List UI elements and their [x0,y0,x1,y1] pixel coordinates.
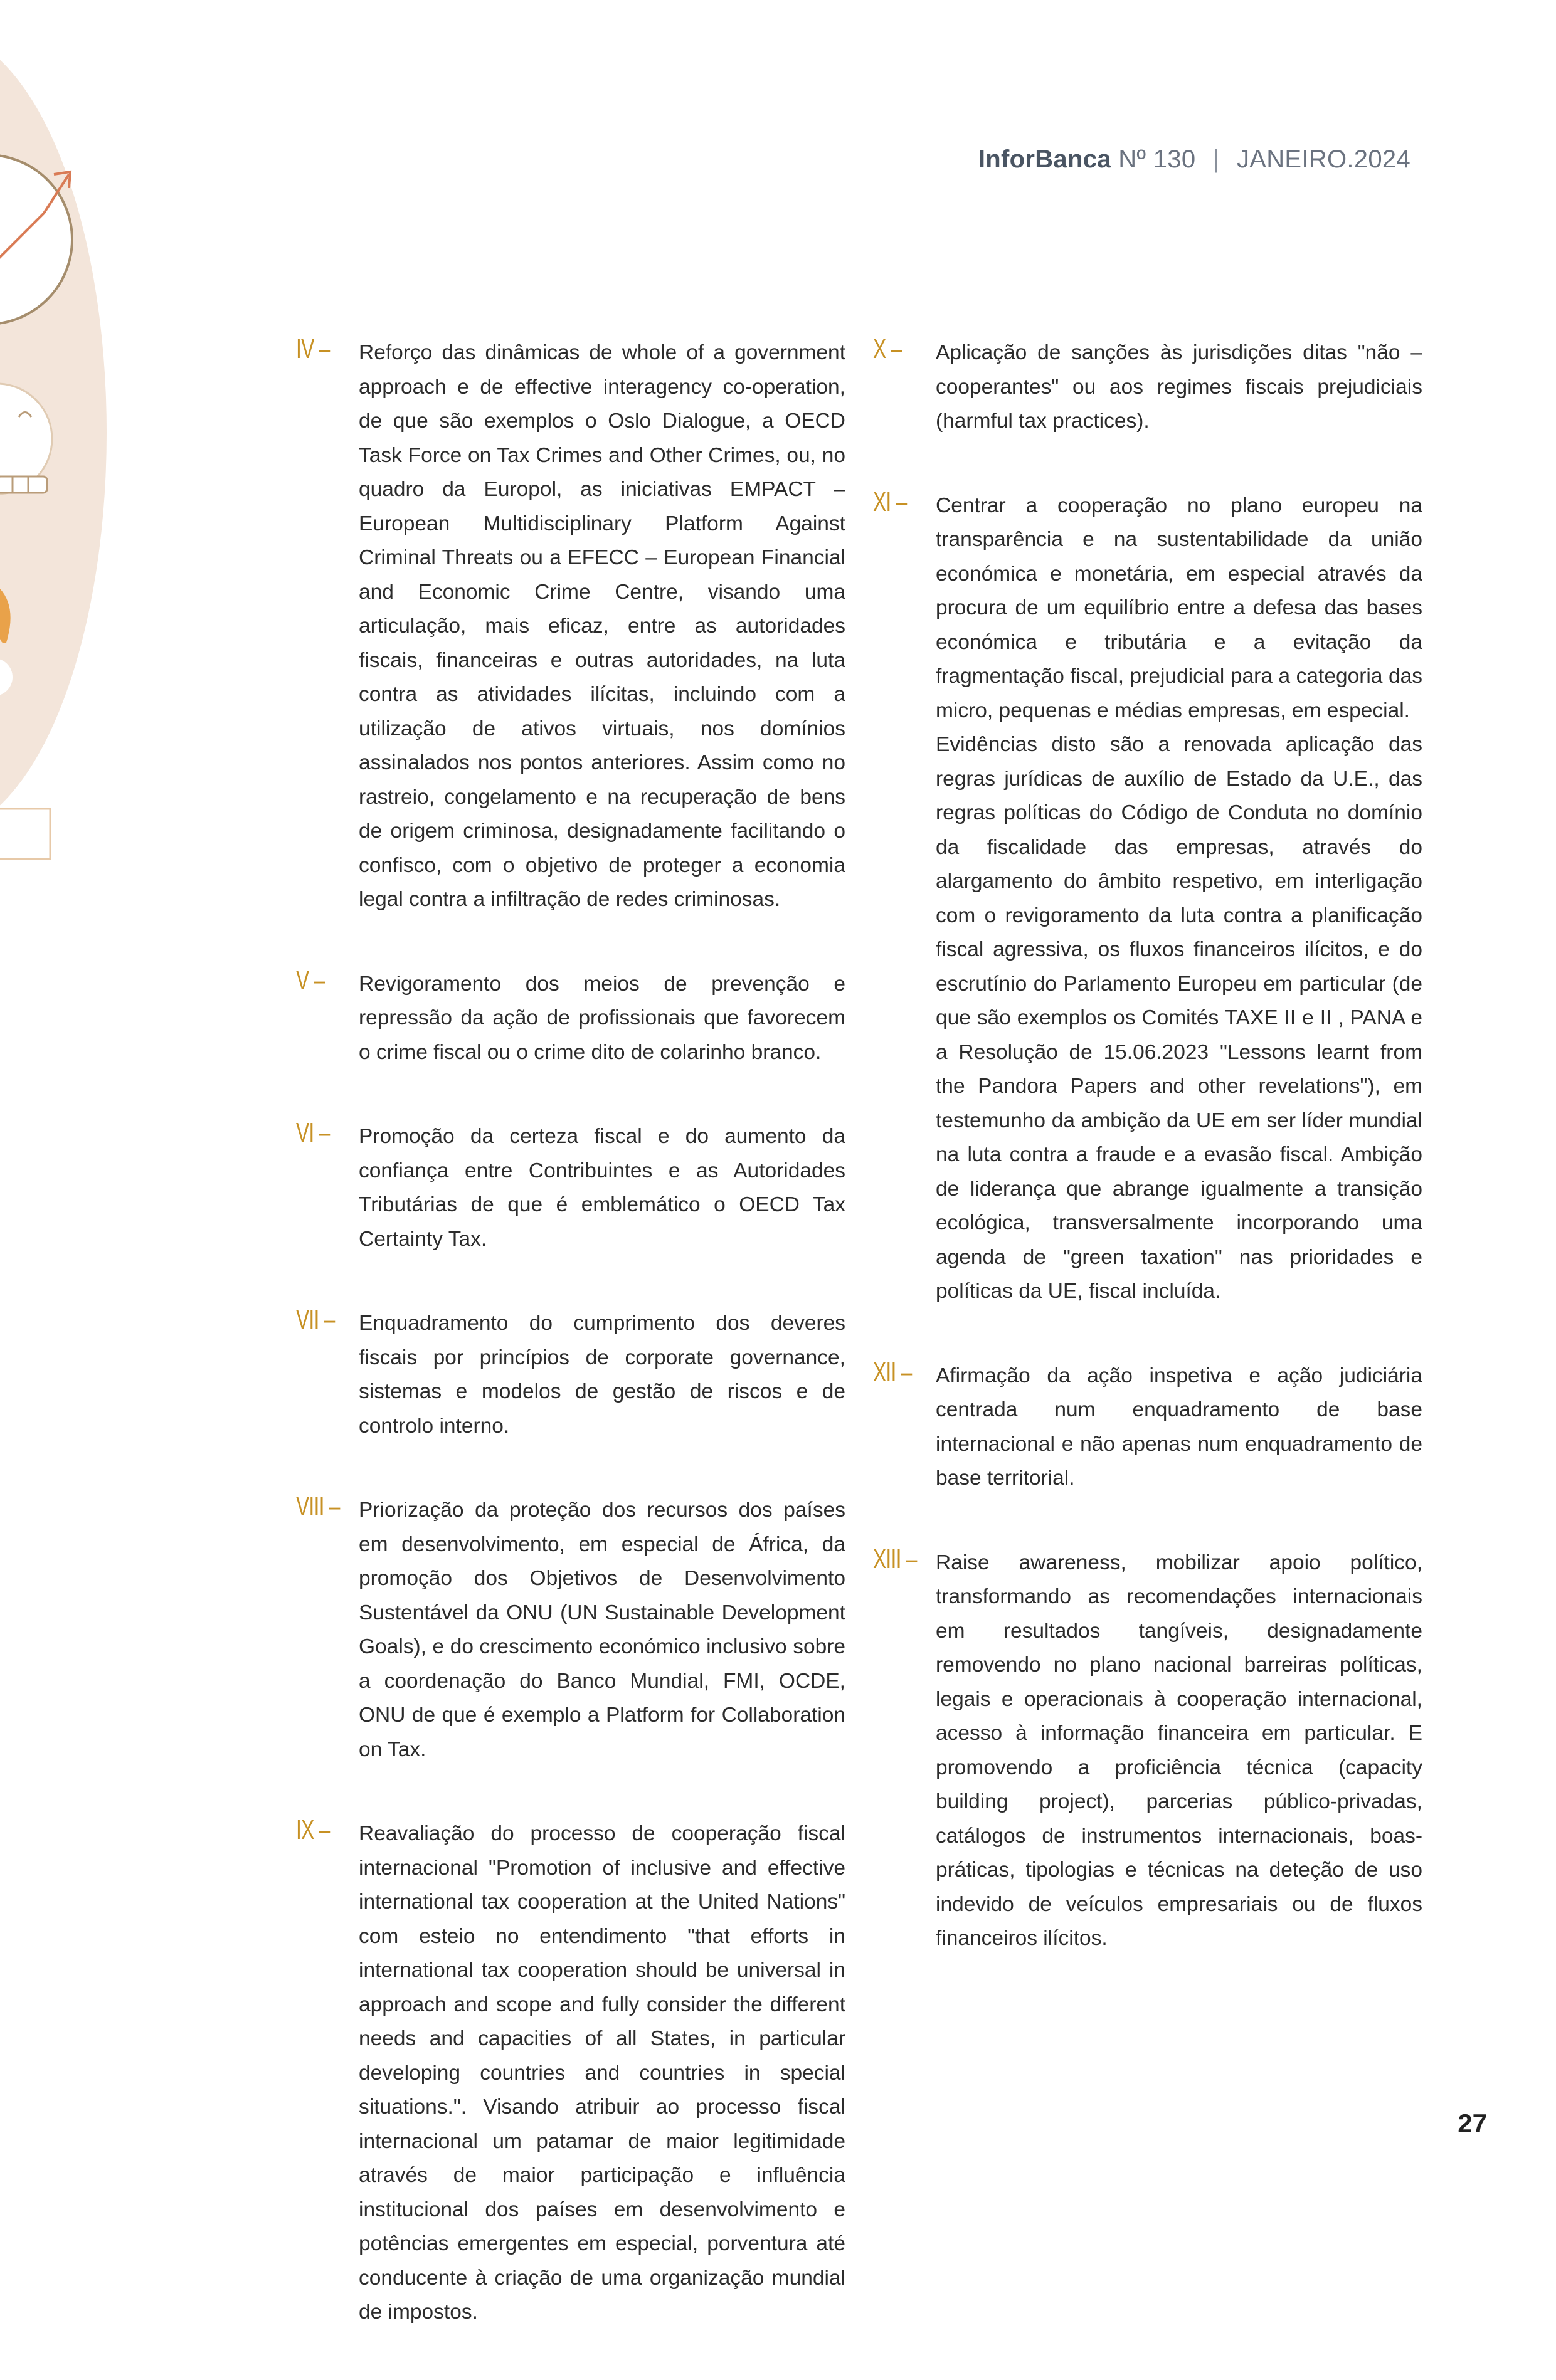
list-item-xi [873,486,1422,1309]
page-header [978,145,1410,174]
list-item-xii [873,1356,1422,1496]
item-numeral: VIII – [296,1491,340,1522]
right-column [873,334,1422,2006]
issue-date: JANEIRO.2024 [1236,145,1410,173]
list-item-v [296,964,845,1070]
item-text: Aplicação de sanções às jurisdições ditas "não – cooperantes" ou aos regimes fiscais prejudiciais (harmful tax practices). [936,341,1422,433]
list-item-xiii [873,1543,1422,1956]
item-text: Enquadramento do cumprimento dos deveres fiscais por princípios de corporate governance, sistemas e modelos de gestão de riscos e de controlo interno. [359,1312,845,1438]
issue-number: Nº 130 [1118,145,1196,173]
item-text-continued: Evidências disto são a renovada aplicação das regras jurídicas de auxílio de Estado da U.E., das regras políticas do Código de Conduta no domínio da fiscalidade das empresas, através do alargamento do âmbito respetivo, em interligação com o revigoramento da luta contra a planificação fiscal agressiva, os fluxos financeiros ilícitos, e do escrutínio do Parlamento Europeu em particular (de que são exemplos os Comités TAXE II e II , PANA e a Resolução de 15.06.2023 "Lessons learnt from the Pandora Papers and other revelations"), em testemunho da ambição da UE em ser líder mundial na luta contra a fraude e a evasão fiscal. Ambição de liderança que abrange igualmente a transição ecológica, transversalmente incorporando uma agenda de "green taxation" nas prioridades e políticas da UE, fiscal incluída. [936,733,1422,1303]
magazine-brand: InforBanca [978,145,1111,173]
item-text: Reforço das dinâmicas de whole of a government approach e de effective interagency co-operation, de que são exemplos o Oslo Dialogue, a OECD Task Force on Tax Crimes and Other Crimes, ou, no quadro da Europol, as iniciativas EMPACT – European Multidisciplinary Platform Against Criminal Threats ou a EFECC – European Financial and Economic Crime Centre, visando uma articulação, mais eficaz, entre as autoridades fiscais, financeiras e outras autoridades, na luta contra as atividades ilícitas, incluindo com a utilização de ativos virtuais, nos domínios assinalados nos pontos anteriores. Assim como no rastreio, congelamento e na recuperação de bens de origem criminosa, designadamente facilitando o confisco, com o objetivo de proteger a economia legal contra a infiltração de redes criminosas. [359,341,845,911]
item-text: Raise awareness, mobilizar apoio político, transformando as recomendações internacionais em resultados tangíveis, designadamente removendo no plano nacional barreiras políticas, legais e operacionais à cooperação internacional, acesso à informação financeira em particular. E promovendo a proficiência técnica (capacity building project), parcerias público-privadas, catálogos de instrumentos internacionais, boas-práticas, tipologias e técnicas na deteção de uso indevido de veículos empresariais ou de fluxos financeiros ilícitos. [936,1551,1422,1950]
item-text: Promoção da certeza fiscal e do aumento da confiança entre Contribuintes e as Autoridades Tributárias de que é emblemático o OECD Tax Certainty Tax. [359,1125,845,1251]
list-item-ix [296,1814,845,2330]
item-numeral: IX – [296,1814,330,1845]
item-text: Reavaliação do processo de cooperação fiscal internacional "Promotion of inclusive and effective international tax cooperation at the United Nations" com esteio no entendimento "that efforts in international tax cooperation should be universal in approach and scope and fully consider the different needs and capacities of all States, in particular developing countries and countries in special situations.". Visando atribuir ao processo fiscal internacional um patamar de maior legitimidade através de maior participação e influência institucional dos países em desenvolvimento e potências emergentes em especial, porventura até conducente à criação de uma organização mundial de impostos. [359,1822,845,2324]
item-numeral: VI – [296,1117,330,1148]
item-numeral: V – [296,964,325,996]
header-separator: | [1212,145,1220,173]
item-text: Priorização da proteção dos recursos dos países em desenvolvimento, em especial de África, da promoção dos Objetivos de Desenvolvimento Sustentável da ONU (UN Sustainable Development Goals), e do crescimento económico inclusivo sobre a coordenação do Banco Mundial, FMI, OCDE, ONU de que é exemplo a Platform for Collaboration on Tax. [359,1498,845,1761]
list-item-vii [296,1304,845,1443]
item-numeral: X – [873,334,902,364]
left-column [296,334,845,2380]
page-number: 27 [1458,2109,1487,2138]
list-item-viii [296,1491,845,1767]
item-numeral: XII – [873,1356,912,1387]
item-numeral: VII – [296,1304,335,1335]
list-item-vi [296,1117,845,1256]
item-text: Revigoramento dos meios de prevenção e repressão da ação de profissionais que favorecem o crime fiscal ou o crime dito de colarinho branco. [359,972,845,1064]
list-item-x [873,334,1422,439]
list-item-iv [296,334,845,917]
item-numeral: IV – [296,334,330,364]
item-numeral: XIII – [873,1543,917,1574]
decorative-illustration [0,0,163,909]
item-numeral: XI – [873,486,907,517]
item-text: Centrar a cooperação no plano europeu na transparência e na sustentabilidade da união económica e monetária, em especial através da procura de um equilíbrio entre a defesa das bases económica e tributária e a evitação da fragmentação fiscal, prejudicial para a categoria das micro, pequenas e médias empresas, em especial. [936,493,1422,722]
item-text: Afirmação da ação inspetiva e ação judiciária centrada num enquadramento de base internacional e não apenas num enquadramento de base territorial. [936,1364,1422,1490]
